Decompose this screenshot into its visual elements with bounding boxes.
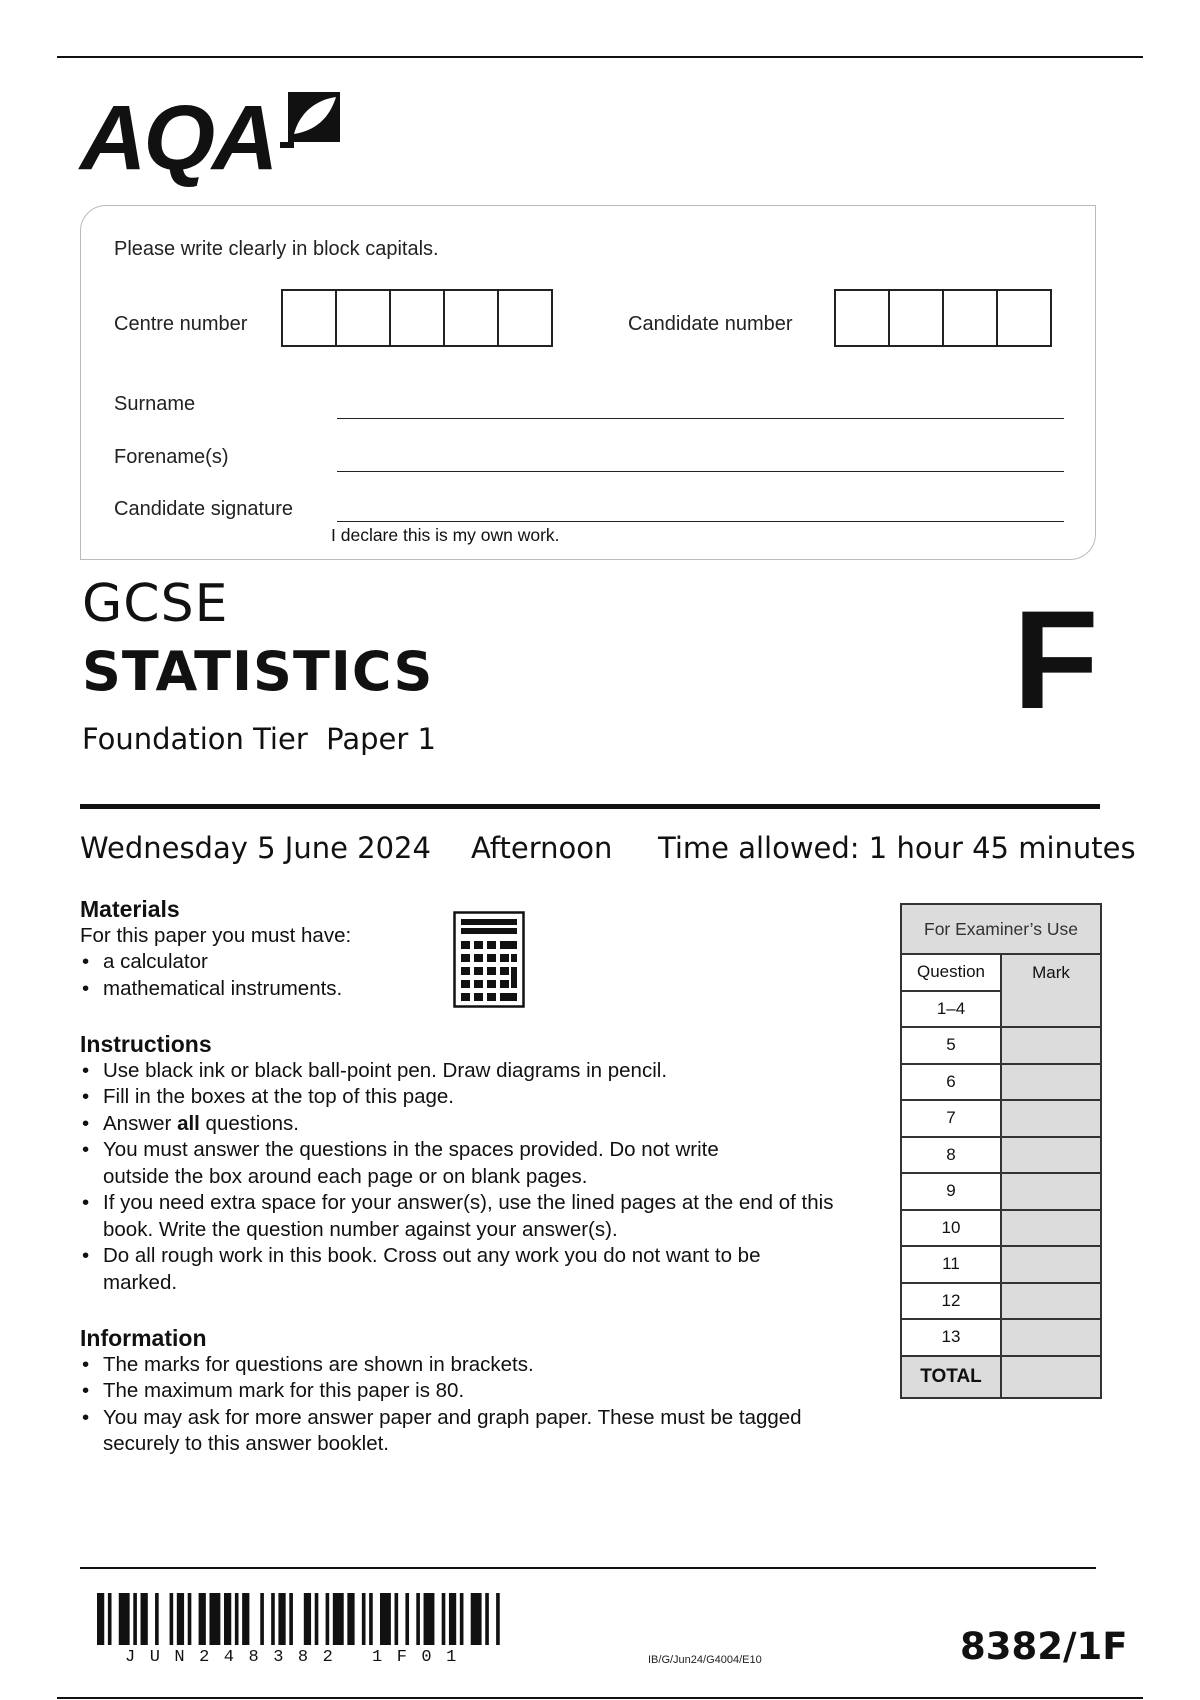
calculator-icon [453, 911, 525, 1008]
tier-letter: F [1013, 581, 1099, 738]
examiner-use-table [900, 903, 1102, 1399]
list-item: • If you need extra space for your answer(s), use the lined pages at the end of this book. Write the question number against your answer(s). [80, 1190, 870, 1243]
list-item: • The marks for questions are shown in brackets. [80, 1352, 820, 1379]
top-rule [57, 56, 1143, 58]
forename-label: Forename(s) [114, 446, 229, 468]
mark-cell[interactable] [1001, 1173, 1101, 1210]
time-allowed: Time allowed: 1 hour 45 minutes [658, 831, 1136, 865]
barcode-icon [97, 1593, 507, 1645]
list-item: • Fill in the boxes at the top of this page. [80, 1084, 870, 1111]
materials-intro: For this paper you must have: [80, 923, 352, 947]
list-item: • a calculator [80, 949, 480, 976]
list-item: • You must answer the questions in the spaces provided. Do not write outside the box around each page or on blank pages. [80, 1137, 773, 1190]
question-number: 7 [901, 1100, 1001, 1137]
candidate-digit-box[interactable] [942, 289, 998, 347]
reference-code: IB/G/Jun24/G4004/E10 [648, 1654, 762, 1666]
answer-bold: all [177, 1111, 200, 1135]
tier-paper: Foundation Tier Paper 1 [82, 722, 436, 756]
surname-label: Surname [114, 393, 196, 415]
answer-pre: Answer [103, 1111, 178, 1135]
materials-section [80, 896, 480, 1002]
question-number: 13 [901, 1319, 1001, 1356]
total-label: TOTAL [901, 1356, 1001, 1398]
bottom-rule [57, 1697, 1143, 1699]
aqa-logo [80, 88, 350, 188]
forename-line[interactable] [337, 471, 1064, 472]
list-item: • Use black ink or black ball-point pen. Draw diagrams in pencil. [80, 1058, 870, 1085]
centre-digit-box[interactable] [281, 289, 337, 347]
examiner-use-title: For Examiner’s Use [901, 904, 1101, 954]
aqa-logo-text: AQA [80, 87, 276, 189]
mark-cell[interactable] [1001, 1210, 1101, 1247]
declaration-text: I declare this is my own work. [331, 525, 560, 545]
subject-title: STATISTICS [82, 640, 434, 703]
centre-digit-box[interactable] [497, 289, 553, 347]
list-item: • You may ask for more answer paper and graph paper. These must be tagged securely to this answer booklet. [80, 1405, 823, 1458]
mark-cell[interactable] [1001, 1246, 1101, 1283]
total-mark-cell[interactable] [1001, 1356, 1101, 1398]
question-number: 11 [901, 1246, 1001, 1283]
centre-number-label: Centre number [114, 313, 248, 335]
title-divider [80, 804, 1100, 809]
signature-label: Candidate signature [114, 498, 294, 520]
question-number: 9 [901, 1173, 1001, 1210]
mark-cell[interactable] [1001, 1100, 1101, 1137]
instructions-heading: Instructions [80, 1031, 212, 1057]
mark-cell[interactable] [1001, 1027, 1101, 1064]
candidate-number-boxes[interactable] [834, 289, 1052, 347]
mark-cell[interactable] [1001, 1064, 1101, 1101]
candidate-digit-box[interactable] [834, 289, 890, 347]
centre-digit-box[interactable] [443, 289, 499, 347]
exam-session: Afternoon [471, 831, 613, 865]
surname-line[interactable] [337, 418, 1064, 419]
list-item [80, 1111, 870, 1138]
centre-digit-box[interactable] [335, 289, 391, 347]
mark-cell[interactable] [1001, 1137, 1101, 1174]
barcode-text: JUN248382 1F01 [125, 1648, 471, 1667]
footer-rule [80, 1567, 1096, 1569]
candidate-digit-box[interactable] [996, 289, 1052, 347]
question-number: 12 [901, 1283, 1001, 1320]
information-heading: Information [80, 1325, 207, 1351]
list-item: • The maximum mark for this paper is 80. [80, 1378, 820, 1405]
leaf-icon [280, 88, 344, 148]
question-number: 5 [901, 1027, 1001, 1064]
exam-date: Wednesday 5 June 2024 [80, 831, 431, 865]
list-item: • Do all rough work in this book. Cross out any work you do not want to be marked. [80, 1243, 773, 1296]
centre-number-boxes[interactable] [281, 289, 553, 347]
paper-code: 8382/1F [960, 1625, 1128, 1668]
candidate-digit-box[interactable] [888, 289, 944, 347]
signature-line[interactable] [337, 521, 1064, 522]
block-capitals-prompt: Please write clearly in block capitals. [114, 238, 439, 260]
question-number: 1–4 [901, 991, 1001, 1028]
question-number: 10 [901, 1210, 1001, 1247]
instructions-section [80, 1031, 870, 1296]
candidate-number-label: Candidate number [628, 313, 793, 335]
question-column-header: Question [901, 954, 1001, 991]
materials-heading: Materials [80, 896, 180, 922]
answer-post: questions. [199, 1111, 300, 1135]
information-section [80, 1325, 820, 1458]
question-number: 6 [901, 1064, 1001, 1101]
qualification-title: GCSE [82, 574, 229, 634]
list-item: • mathematical instruments. [80, 976, 480, 1003]
mark-column-header: Mark [1001, 954, 1101, 1027]
question-number: 8 [901, 1137, 1001, 1174]
mark-cell[interactable] [1001, 1283, 1101, 1320]
centre-digit-box[interactable] [389, 289, 445, 347]
mark-cell[interactable] [1001, 1319, 1101, 1356]
